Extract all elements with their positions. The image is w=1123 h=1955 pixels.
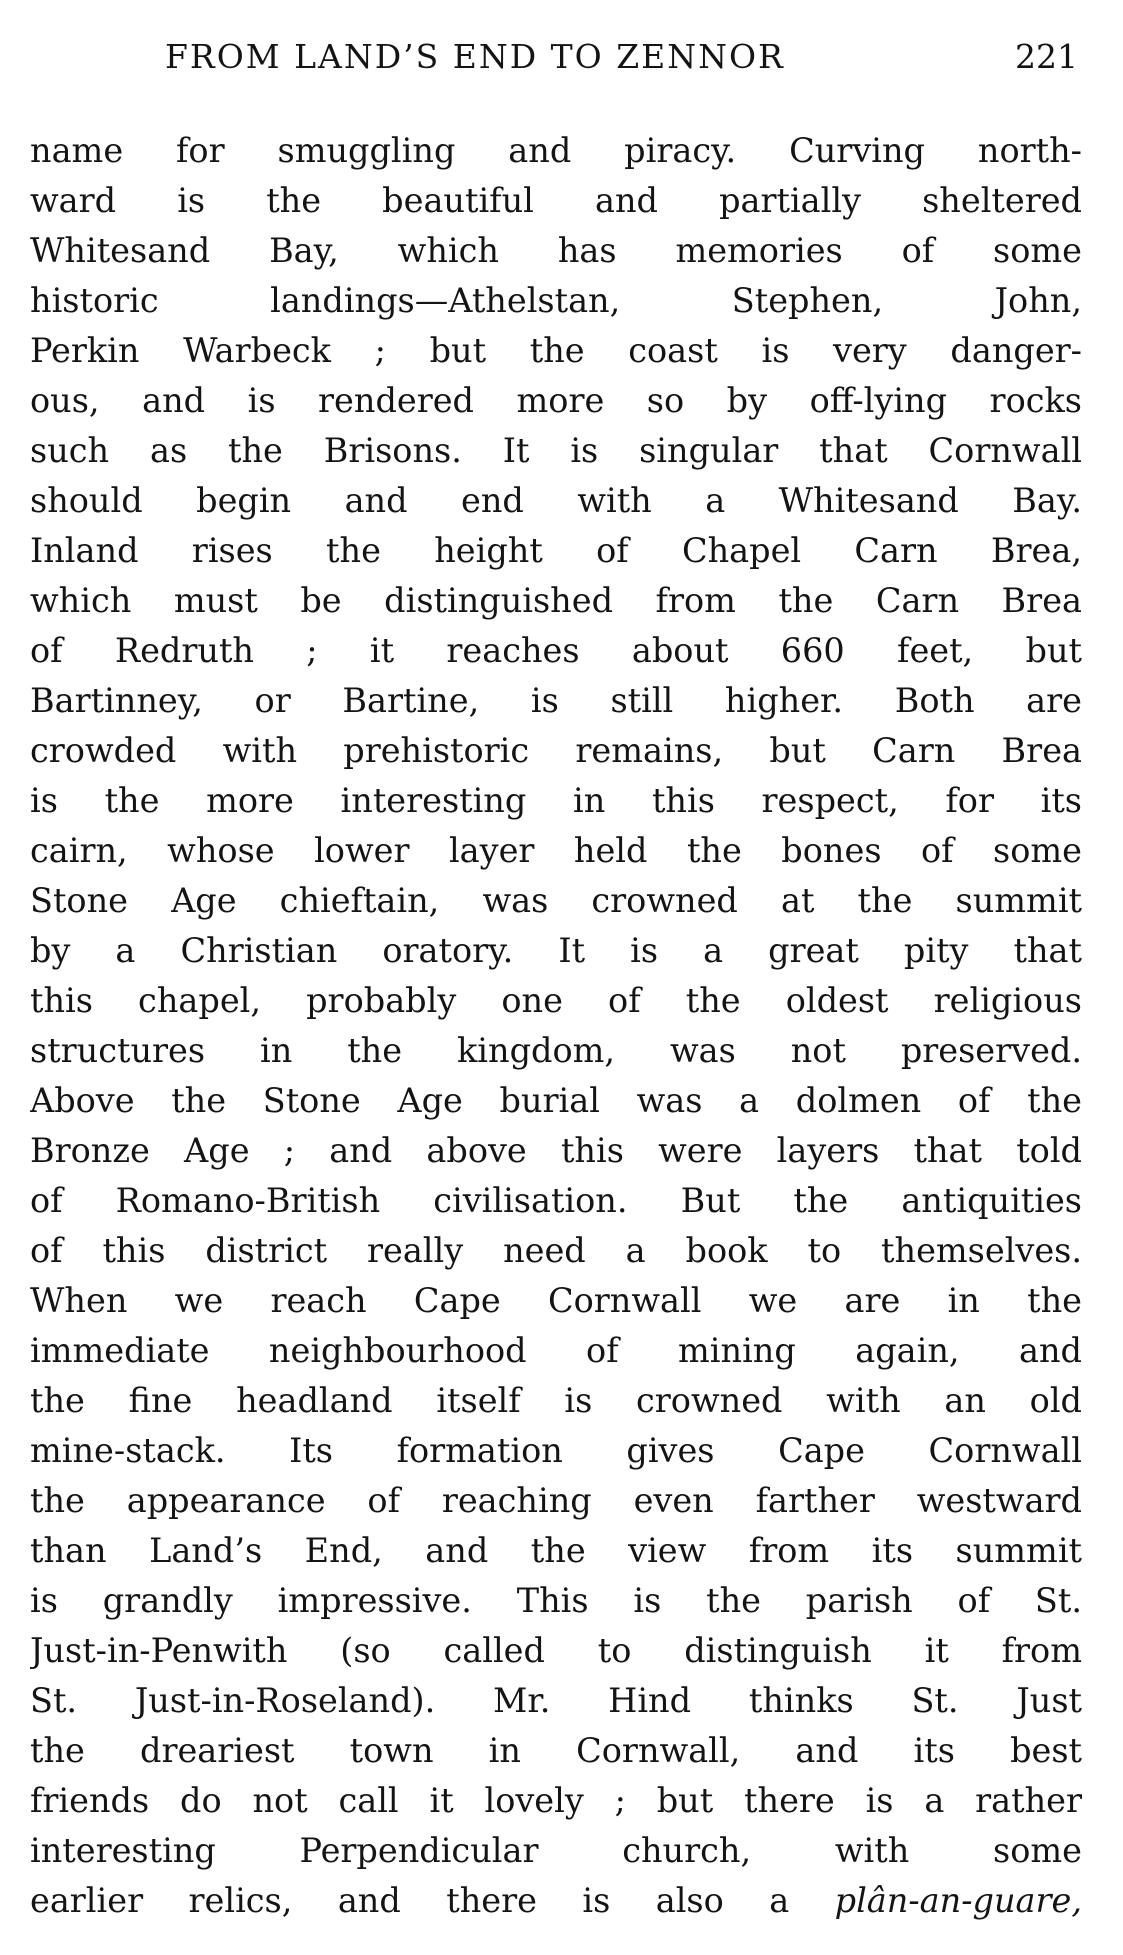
text-line: Inland rises the height of Chapel Carn Brea, <box>30 531 1082 570</box>
text-line: which must be distinguished from the Carn Brea <box>30 581 1082 620</box>
text-line: such as the Brisons. It is singular that Cornwall <box>30 431 1082 470</box>
text-line: mine-stack. Its formation gives Cape Cornwall <box>30 1431 1082 1470</box>
text-line: structures in the kingdom, was not preserved. <box>30 1031 1082 1070</box>
text-line: Stone Age chieftain, was crowned at the summit <box>30 881 1082 920</box>
text-line: historic landings—Athelstan, Stephen, John, <box>30 281 1082 320</box>
text-line: crowded with prehistoric remains, but Carn Brea <box>30 731 1082 770</box>
text-line: is the more interesting in this respect, for its <box>30 781 1082 820</box>
final-line-start: earlier relics, and there is also a <box>30 1881 790 1920</box>
page-number: 221 <box>1015 37 1078 76</box>
text-line: is grandly impressive. This is the parish of St. <box>30 1581 1082 1620</box>
text-line: interesting Perpendicular church, with some <box>30 1831 1082 1870</box>
text-line: name for smuggling and piracy. Curving north- <box>30 131 1082 170</box>
text-line: the dreariest town in Cornwall, and its best <box>30 1731 1082 1770</box>
text-line: should begin and end with a Whitesand Bay. <box>30 481 1082 520</box>
text-line: Just-in-Penwith (so called to distinguish it from <box>30 1631 1082 1670</box>
body-text <box>30 126 1082 1926</box>
text-line: St. Just-in-Roseland). Mr. Hind thinks St. Just <box>30 1681 1082 1720</box>
text-line: ward is the beautiful and partially sheltered <box>30 181 1082 220</box>
text-line: of Romano-British civilisation. But the antiquities <box>30 1181 1082 1220</box>
text-line-final <box>30 1876 1082 1926</box>
text-line: of Redruth ; it reaches about 660 feet, but <box>30 631 1082 670</box>
text-line: Whitesand Bay, which has memories of some <box>30 231 1082 270</box>
text-line: the appearance of reaching even farther westward <box>30 1481 1082 1520</box>
running-head <box>30 32 1080 82</box>
text-line: When we reach Cape Cornwall we are in the <box>30 1281 1082 1320</box>
text-line: than Land’s End, and the view from its summit <box>30 1531 1082 1570</box>
text-line: Perkin Warbeck ; but the coast is very danger- <box>30 331 1082 370</box>
text-line: of this district really need a book to themselves. <box>30 1231 1082 1270</box>
text-line: cairn, whose lower layer held the bones of some <box>30 831 1082 870</box>
text-line: ous, and is rendered more so by off-lying rocks <box>30 381 1082 420</box>
text-line: Bronze Age ; and above this were layers that told <box>30 1131 1082 1170</box>
text-line: this chapel, probably one of the oldest religious <box>30 981 1082 1020</box>
running-title: FROM LAND’S END TO ZENNOR <box>165 37 785 76</box>
text-line: Above the Stone Age burial was a dolmen of the <box>30 1081 1082 1120</box>
text-line: immediate neighbourhood of mining again, and <box>30 1331 1082 1370</box>
text-line: by a Christian oratory. It is a great pity that <box>30 931 1082 970</box>
final-line-italic-term: plân-an-guare, <box>834 1881 1082 1920</box>
text-line: the fine headland itself is crowned with an old <box>30 1381 1082 1420</box>
text-line: friends do not call it lovely ; but there is a rather <box>30 1781 1082 1820</box>
text-line: Bartinney, or Bartine, is still higher. Both are <box>30 681 1082 720</box>
